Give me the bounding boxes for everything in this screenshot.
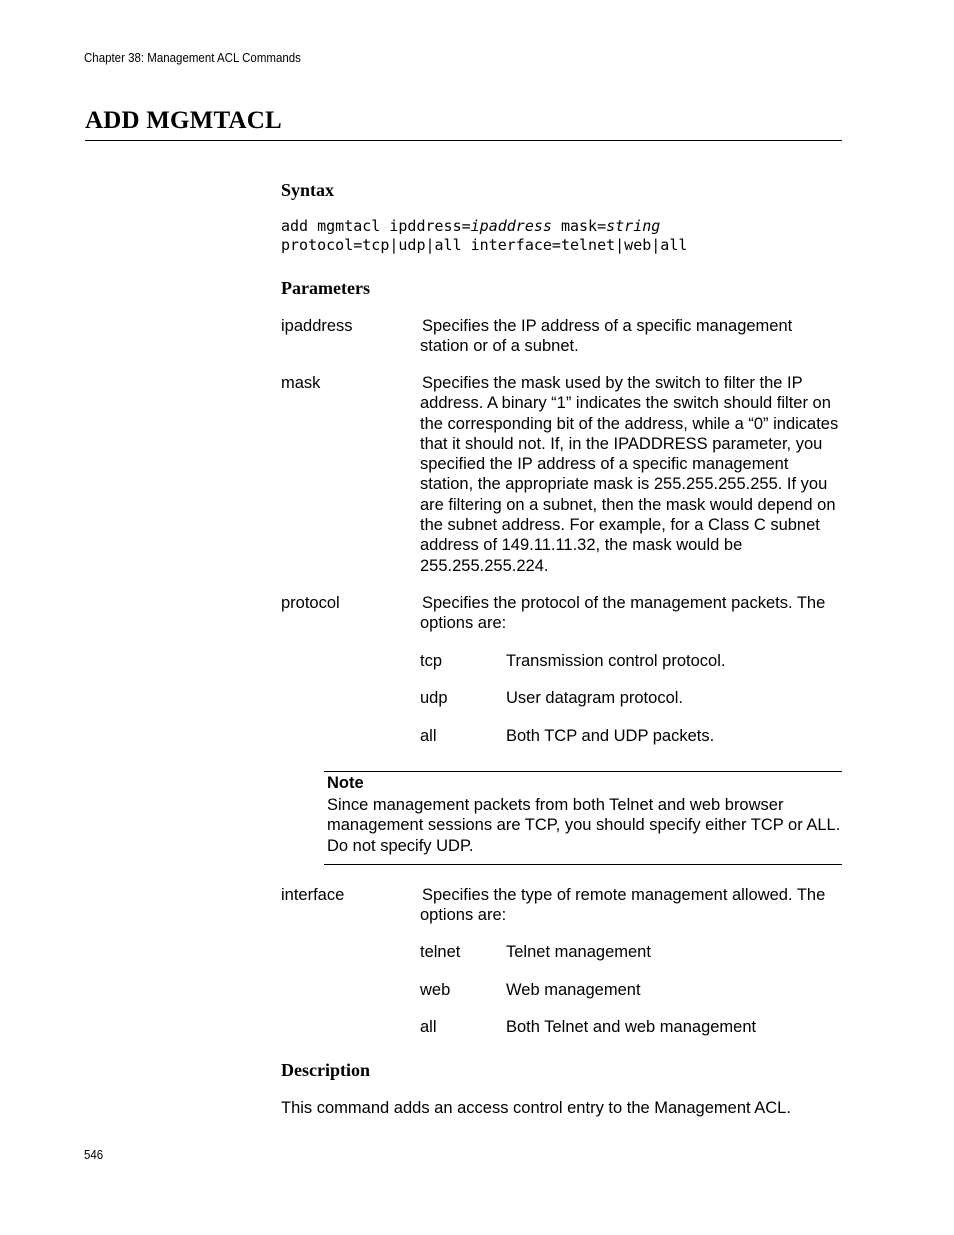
note-title: Note bbox=[327, 774, 364, 792]
syntax-line-2: protocol=tcp|udp|all interface=telnet|web|all bbox=[281, 236, 688, 254]
note-body: Since management packets from both Telnet and web browser management sessions are TCP, you should specify either TCP or ALL. Do not specify UDP. bbox=[327, 796, 841, 855]
syntax-heading: Syntax bbox=[281, 180, 335, 200]
option-name-udp: udp bbox=[420, 689, 448, 707]
param-name-interface: interface bbox=[281, 886, 345, 904]
option-desc-all-protocol: Both TCP and UDP packets. bbox=[506, 727, 715, 745]
param-desc-protocol: Specifies the protocol of the management packets. The options are: bbox=[420, 594, 826, 633]
param-desc-interface: Specifies the type of remote management allowed. The options are: bbox=[420, 886, 826, 925]
option-desc-tcp: Transmission control protocol. bbox=[506, 652, 726, 670]
option-name-all-interface: all bbox=[420, 1018, 437, 1036]
option-name-tcp: tcp bbox=[420, 652, 443, 670]
option-desc-telnet: Telnet management bbox=[506, 943, 651, 961]
chapter-header: Chapter 38: Management ACL Commands bbox=[84, 51, 301, 65]
note-top-rule bbox=[324, 771, 842, 772]
page-number: 546 bbox=[84, 1148, 104, 1162]
option-name-telnet: telnet bbox=[420, 943, 461, 961]
option-desc-all-interface: Both Telnet and web management bbox=[506, 1018, 757, 1036]
param-name-ipaddress: ipaddress bbox=[281, 317, 353, 335]
option-desc-udp: User datagram protocol. bbox=[506, 689, 683, 707]
note-bottom-rule bbox=[324, 864, 842, 865]
title-divider bbox=[85, 140, 842, 141]
param-desc-ipaddress: Specifies the IP address of a specific management station or of a subnet. bbox=[420, 317, 793, 356]
param-name-mask: mask bbox=[281, 374, 321, 392]
syntax-line-1: add mgmtacl ipddress=ipaddress mask=string bbox=[281, 217, 661, 235]
option-name-web: web bbox=[420, 981, 451, 999]
option-desc-web: Web management bbox=[506, 981, 641, 999]
page-title: ADD MGMTACL bbox=[85, 107, 282, 134]
parameters-heading: Parameters bbox=[281, 278, 370, 298]
param-name-protocol: protocol bbox=[281, 594, 340, 612]
option-name-all-protocol: all bbox=[420, 727, 437, 745]
param-desc-mask: Specifies the mask used by the switch to filter the IP address. A binary “1” indicates the switch should filter on the corresponding bit of the address, while a “0” indicates that it should not. If, in the IPADDRESS parameter, you specified the IP address of a specific management station, the appropriate mask is 255.255.255.255. If you are filtering on a subnet, then the mask would depend on the subnet address. For example, for a Class C subnet address of 149.11.11.32, the mask would be 255.255.255.224. bbox=[420, 374, 839, 575]
description-heading: Description bbox=[281, 1060, 370, 1080]
description-text: This command adds an access control entry to the Management ACL. bbox=[281, 1099, 791, 1117]
